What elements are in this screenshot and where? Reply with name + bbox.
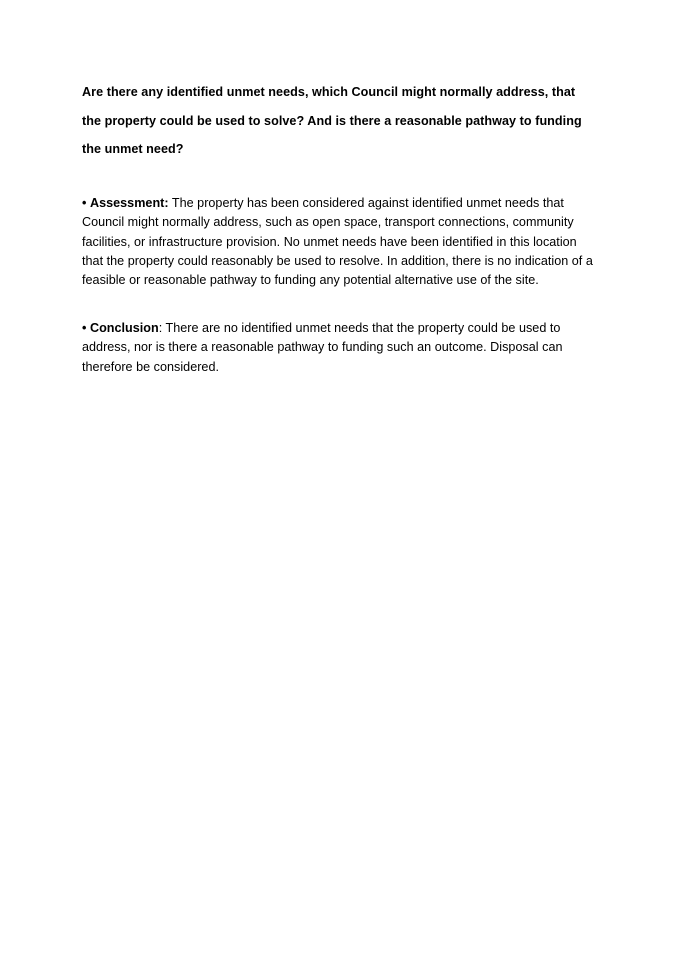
assessment-label: Assessment:: [89, 196, 169, 210]
conclusion-label: Conclusion: [89, 321, 159, 335]
conclusion-text: : There are no identified unmet needs that the property could be used to address, nor is there a reasonable pathway to funding such an outcome. Disposal can therefore be considered.: [82, 321, 563, 374]
conclusion-paragraph: [82, 319, 597, 377]
conclusion-bullet: •: [82, 321, 87, 335]
question-heading: Are there any identified unmet needs, which Council might normally address, that the property could be used to solve? And is there a reasonable pathway to funding the unmet need?: [82, 85, 582, 156]
assessment-text: The property has been considered against identified unmet needs that Council might normally address, such as open space, transport connections, community facilities, or infrastructure provision. No unmet needs have been identified in this location that the property could reasonably be used to resolve. In addition, there is no indication of a feasible or reasonable pathway to funding any potential alternative use of the site.: [82, 196, 593, 288]
assessment-bullet: •: [82, 196, 87, 210]
assessment-paragraph: [82, 194, 597, 290]
